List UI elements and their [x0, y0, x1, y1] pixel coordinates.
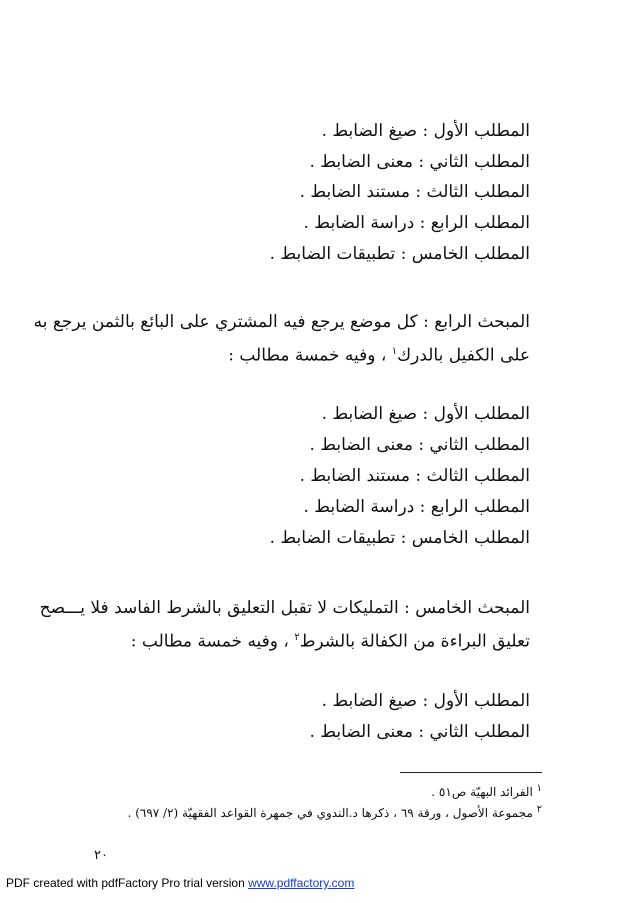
toc-item-1: المطلب الأول : صيغ الضابط . [321, 121, 530, 141]
heading-text: تعليق البراءة من الكفالة بالشرط [299, 631, 530, 652]
section-heading-4: المبحث الرابع : كل موضع يرجع فيه المشتري على البائع بالثمن يرجع به [33, 312, 530, 332]
toc-item-3: المطلب الثالث : مستند الضابط . [299, 182, 530, 202]
toc-item-3: المطلب الثالث : مستند الضابط . [299, 466, 530, 486]
toc-item-2: المطلب الثاني : معنى الضابط . [309, 722, 530, 742]
heading-text: على الكفيل بالدرك [397, 345, 530, 366]
heading-text: ، وفيه خمسة مطالب : [228, 345, 392, 366]
footnote-2 [128, 802, 542, 821]
heading-text: ، وفيه خمسة مطالب : [130, 631, 295, 652]
toc-item-2: المطلب الثاني : معنى الضابط . [309, 435, 530, 455]
pdf-footer-text: PDF created with pdfFactory Pro trial version [6, 876, 249, 890]
page-number: ٢٠ [94, 848, 108, 863]
toc-item-5: المطلب الخامس : تطبيقات الضابط . [269, 244, 530, 264]
footnote-separator [400, 772, 542, 773]
section-heading-5: المبحث الخامس : التمليكات لا تقبل التعليق بالشرط الفاسد فلا يـــصح [39, 598, 530, 618]
footnote-ref-1: ١ [391, 346, 398, 357]
footnote-text: الفرائد البهيّة ص٥١ . [431, 785, 537, 799]
footnote-ref-2: ٢ [294, 632, 300, 643]
toc-item-2: المطلب الثاني : معنى الضابط . [309, 152, 530, 172]
toc-item-4: المطلب الرابع : دراسة الضابط . [303, 213, 530, 233]
toc-item-1: المطلب الأول : صيغ الضابط . [321, 691, 530, 711]
pdf-footer-link[interactable]: www.pdffactory.com [248, 876, 355, 890]
toc-item-4: المطلب الرابع : دراسة الضابط . [303, 497, 530, 517]
section-heading-5-cont [131, 627, 530, 653]
footnote-text: مجموعة الأصول ، ورقة ٦٩ ، ذكرها د.الندوي في جمهرة القواعد الفقهيّة (٢/ ٦٩٧) . [127, 806, 537, 820]
footnote-number: ١ [536, 783, 542, 794]
footnote-1 [431, 781, 542, 800]
toc-item-5: المطلب الخامس : تطبيقات الضابط . [269, 528, 530, 548]
toc-item-1: المطلب الأول : صيغ الضابط . [321, 404, 530, 424]
footnote-number: ٢ [536, 804, 542, 815]
section-heading-4-cont [228, 341, 530, 367]
pdf-footer [6, 876, 354, 890]
